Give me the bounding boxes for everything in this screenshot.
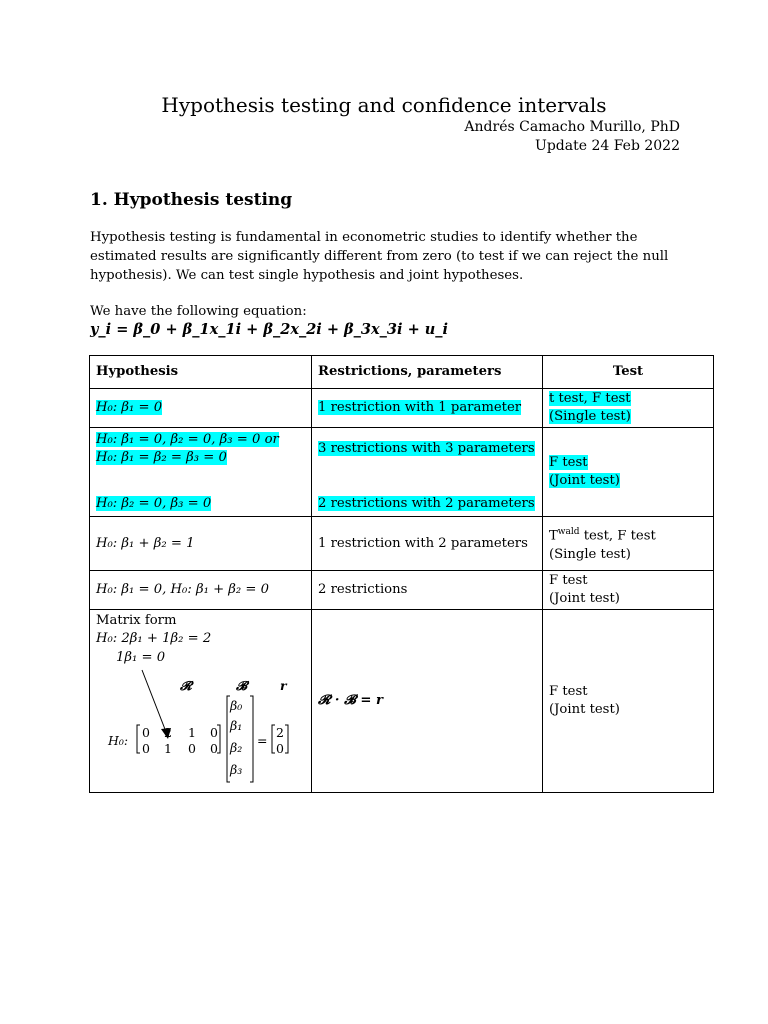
test-cell — [543, 428, 714, 517]
test-name: $T^{wald}$ test, F test — [549, 527, 656, 544]
r-cell: 2 — [276, 725, 284, 740]
test-type: (Joint test) — [549, 702, 620, 717]
update-date: Update 24 Feb 2022 — [535, 138, 680, 154]
hypothesis-text: H₀: β₁ = β₂ = β₃ = 0 — [96, 450, 227, 465]
header-restrictions: Restrictions, parameters — [312, 356, 543, 389]
hypothesis-cell — [90, 389, 312, 428]
hypothesis-cell — [90, 517, 312, 571]
label-B: 𝓑 — [236, 678, 248, 693]
test-type: (Single test) — [549, 409, 631, 424]
hypothesis-table — [89, 355, 714, 793]
R-cell: 0 — [142, 741, 150, 756]
restriction-cell — [312, 428, 543, 517]
document-title: Hypothesis testing and confidence intervals — [161, 93, 607, 117]
hypothesis-text: H₀: β₁ = 0, β₂ = 0, β₃ = 0 or — [96, 432, 279, 447]
table-row — [90, 428, 714, 517]
matrix-equation: 𝓡 · 𝓑 = r — [318, 693, 383, 708]
table-row — [90, 610, 714, 793]
label-r: r — [280, 678, 287, 693]
test-name: F test — [549, 573, 588, 588]
B-cell: β₀ — [230, 698, 243, 713]
matrix-figure — [96, 612, 306, 788]
restriction-text: 2 restrictions with 2 parameters — [318, 496, 535, 511]
R-cell: 0 — [210, 725, 218, 740]
section-heading: 1. Hypothesis testing — [90, 190, 293, 210]
restriction-text: 2 restrictions — [318, 582, 408, 597]
test-cell — [543, 389, 714, 428]
B-cell: β₃ — [230, 762, 243, 777]
matrix-hypothesis-line1: H₀: 2β₁ + 1β₂ = 2 — [96, 631, 212, 646]
header-test: Test — [543, 356, 714, 389]
R-cell: 1 — [188, 725, 196, 740]
restriction-cell — [312, 571, 543, 610]
table-row — [90, 517, 714, 571]
matrix-hypothesis-line2: 1β₁ = 0 — [116, 650, 166, 665]
test-name: t test, F test — [549, 391, 631, 406]
R-cell: 0 — [142, 725, 150, 740]
r-cell: 0 — [276, 741, 284, 756]
matrix-form-block — [96, 612, 305, 788]
R-cell: 1 — [164, 741, 172, 756]
restriction-cell — [312, 517, 543, 571]
hypothesis-text: H₀: β₁ = 0 — [96, 400, 163, 415]
test-type: (Single test) — [549, 546, 631, 562]
intro-paragraph: Hypothesis testing is fundamental in econometric studies to identify whether the estimated results are significantly different from zero (to test if we can reject the null hypothesis). We can test single hypothesis and joint hypotheses. — [90, 230, 669, 283]
test-cell — [543, 517, 714, 571]
matrix-form-title: Matrix form — [96, 613, 177, 628]
restriction-text: 1 restriction with 1 parameter — [318, 400, 522, 415]
restriction-cell — [312, 389, 543, 428]
hypothesis-text: H₀: β₁ + β₂ = 1 — [96, 535, 195, 551]
hypothesis-cell — [90, 428, 312, 517]
test-type: (Joint test) — [549, 591, 620, 606]
test-type: (Joint test) — [549, 473, 620, 488]
test-name: F test — [549, 684, 588, 699]
hypothesis-text: H₀: β₂ = 0, β₃ = 0 — [96, 496, 212, 511]
restriction-cell — [312, 610, 543, 793]
R-cell: 2 — [164, 725, 172, 740]
equation-intro: We have the following equation: — [90, 304, 307, 319]
R-cell: 0 — [188, 741, 196, 756]
B-cell: β₂ — [230, 740, 243, 755]
regression-equation: y_i = β_0 + β_1x_1i + β_2x_2i + β_3x_3i + u_i — [90, 321, 449, 338]
h0-label: H₀: — [108, 733, 129, 748]
author-line: Andrés Camacho Murillo, PhD — [464, 119, 680, 135]
equals-sign: = — [257, 733, 268, 748]
header-hypothesis: Hypothesis — [90, 356, 312, 389]
table-row — [90, 571, 714, 610]
B-cell: β₁ — [230, 718, 243, 733]
R-cell: 0 — [210, 741, 218, 756]
restriction-text: 1 restriction with 2 parameters — [318, 535, 528, 551]
hypothesis-text: H₀: β₁ = 0, H₀: β₁ + β₂ = 0 — [96, 582, 270, 597]
test-cell — [543, 571, 714, 610]
restriction-text: 3 restrictions with 3 parameters — [318, 441, 535, 456]
hypothesis-cell — [90, 571, 312, 610]
table-header-row — [90, 356, 714, 389]
label-R: 𝓡 — [180, 678, 192, 693]
table-row — [90, 389, 714, 428]
test-name: F test — [549, 455, 588, 470]
hypothesis-cell — [90, 610, 312, 793]
test-cell — [543, 610, 714, 793]
